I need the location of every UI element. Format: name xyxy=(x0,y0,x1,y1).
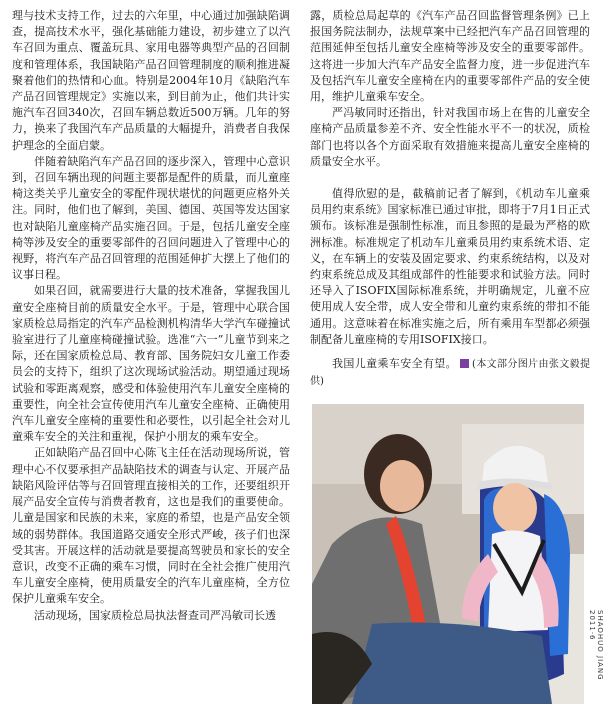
side-publication-tag: SHAOHUO JIANG 2011·6 xyxy=(588,610,604,681)
end-mark-icon xyxy=(460,359,469,368)
article-paragraph: 正如缺陷产品召回中心陈飞主任在活动现场所说，管理中心不仅要承担产品缺陷技术的调查与认定、开展产品缺陷风险评估等与召回管理直接相关的工作，还要组织开展产品安全宣传与消费者教育，这也是我们的重要使命。儿童是国家和民族的未来，家庭的希望，也是产品安全领域的弱势群体。我国道路交通安全形式严峻，孩子们也深受其害。开展这样的活动就是要提高驾驶员和家长的安全意识，改变不正确的乘车习惯，同时在全社会推广使用汽车儿童安全座椅，使用质量安全的汽车儿童座椅，全方位保护儿童乘车安全。 xyxy=(12,446,290,606)
photo-credit: (本文部分图片由张文毅提供) xyxy=(310,359,590,388)
article-paragraph: 理与技术支持工作，过去的六年里，中心通过加强缺陷调查，提高技术水平，强化基础能力建设，初步建立了以汽车召回为重点、覆盖玩具、家用电器等典型产品的召回制度和管理体系，我国缺陷产品召回管理制度的顺利推进凝聚着他们的热情和心血。特别是2004年10月《缺陷汽车产品召回管理规定》实施以来，到目前为止，他们共计实施汽车召回340次，召回车辆总数近500万辆。几年的努力，换来了我国汽车产品质量的大幅提升，消费者自我保护理念的全面启蒙。 xyxy=(12,9,290,152)
article-paragraph: 活动现场，国家质检总局执法督查司严冯敏司长透 xyxy=(34,608,276,622)
left-column xyxy=(12,8,290,624)
caption-text: 我国儿童乘车安全有望。 xyxy=(332,357,458,371)
article-paragraph: 值得欣慰的是，截稿前记者了解到，《机动车儿童乘员用约束系统》国家标准已通过审批，即将于7月1日正式颁布。该标准是强制性标准，而且参照的是最为严格的欧洲标准。标准规定了机动车儿童乘员用约束系统术语、定义，在车辆上的安装及固定要求、约束系统结构，以及对约束系统总成及其组成部件的性能要求和试验方法。同时还导入了ISOFIX国际标准系统，并明确规定，儿童不应使用成人安全带，成人安全带和儿童约束系统的带扣不能通用。这意味着在标准实施之后，所有乘用车型都必须强制配备儿童座椅的专用ISOFIX接口。 xyxy=(310,187,590,346)
photo-illustration xyxy=(312,404,584,704)
mother-child-car-seat-photo xyxy=(312,404,584,704)
photo-caption xyxy=(310,356,590,390)
article-paragraph: 伴随着缺陷汽车产品召回的逐步深入，管理中心意识到，召回车辆出现的问题主要都是配件的质量，而儿童座椅这类关乎儿童安全的零配件现状堪忧的问题更应格外关注。同时，他们也了解到，美国、德国、英国等发达国家也对缺陷儿童座椅产品实施召回。于是，包括儿童安全座椅等涉及安全的重要零部件的召回问题进入了管理中心的视野，将汽车产品召回管理的范围延伸扩大摆上了他们的议事日程。 xyxy=(12,154,290,282)
article-paragraph: 如果召回，就需要进行大量的技术准备，掌握我国儿童安全座椅目前的质量安全水平。于是，管理中心联合国家质检总局指定的汽车产品检测机构清华大学汽车碰撞试验室进行了儿童座椅碰撞试验。选准“六一”儿童节到来之际，还在国家质检总局、教育部、国务院妇女儿童工作委员会的支持下，组织了这次现场试验活动。期望通过现场试验和零距离观察，感受和体验使用汽车儿童安全座椅的重要性，向全社会宣传使用汽车儿童安全座椅、正确使用汽车儿童安全座椅的重要性和必要性，以引起全社会对儿童乘车安全的关注和重视，保护小朋友的乘车安全。 xyxy=(12,284,290,444)
article-paragraph: 严冯敏同时还指出，针对我国市场上在售的儿童安全座椅产品质量参差不齐、安全性能水平不一的状况，质检部门也将以各个方面采取有效措施来提高儿童安全座椅的质量安全水平。 xyxy=(310,106,590,168)
right-column xyxy=(310,8,590,390)
article-paragraph: 露，质检总局起草的《汽车产品召回监督管理条例》已上报国务院法制办，法规草案中已经把汽车产品召回管理的范围延伸至包括儿童安全座椅等涉及安全的重要零部件。这将进一步加大汽车产品安全监督力度，进一步促进汽车及包括汽车儿童安全座椅在内的重要零部件产品的安全使用，维护儿童乘车安全。 xyxy=(310,9,590,104)
